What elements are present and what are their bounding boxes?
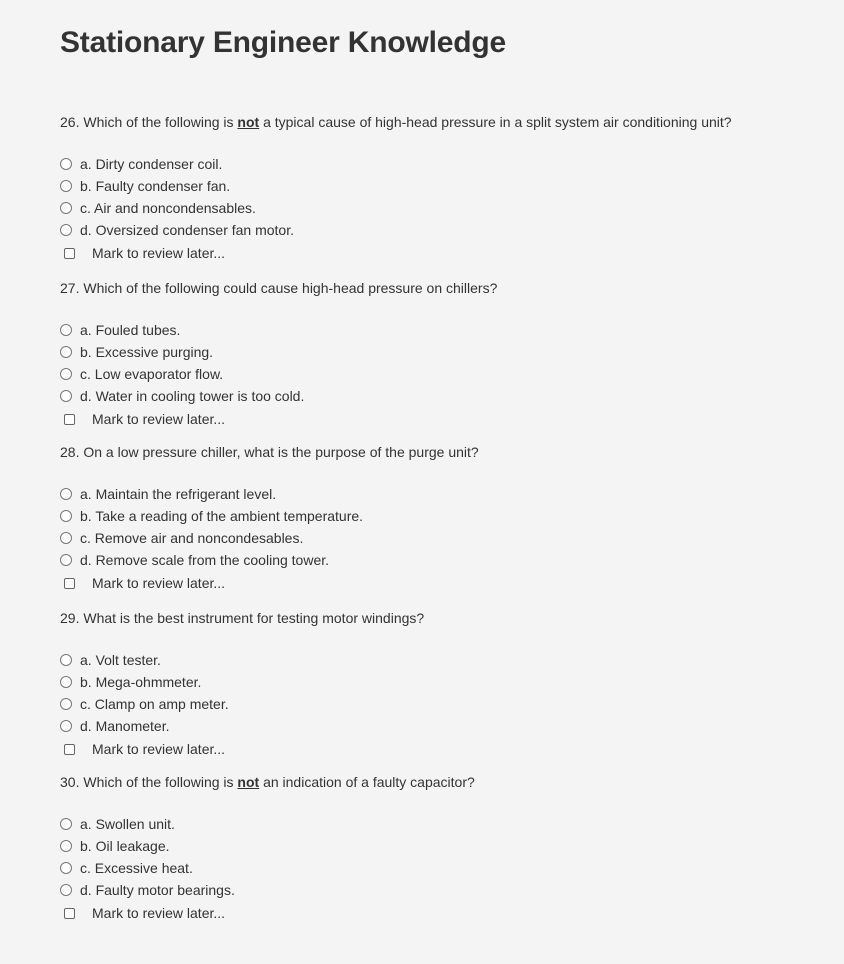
review-label: Mark to review later...	[92, 741, 226, 757]
question-text-prefix: 30. Which of the following is	[60, 774, 234, 790]
option-label: d. Remove scale from the cooling tower.	[80, 552, 330, 568]
mark-review-checkbox[interactable]	[60, 901, 820, 925]
answer-option-d[interactable]	[60, 549, 820, 571]
checkbox-icon[interactable]	[64, 578, 75, 589]
answer-options	[60, 319, 820, 431]
answer-options	[60, 649, 820, 761]
radio-button[interactable]	[60, 720, 72, 732]
option-label: b. Oil leakage.	[80, 838, 170, 854]
radio-button[interactable]	[60, 532, 72, 544]
question-29	[60, 609, 820, 761]
answer-option-a[interactable]	[60, 319, 820, 341]
option-label: c. Air and noncondensables.	[80, 200, 256, 216]
radio-button[interactable]	[60, 224, 72, 236]
answer-option-a[interactable]	[60, 813, 820, 835]
mark-review-checkbox[interactable]	[60, 241, 820, 265]
review-label: Mark to review later...	[92, 575, 226, 591]
radio-button[interactable]	[60, 180, 72, 192]
question-text: 29. What is the best instrument for testing motor windings?	[60, 610, 425, 626]
radio-button[interactable]	[60, 554, 72, 566]
answer-option-c[interactable]	[60, 527, 820, 549]
answer-option-b[interactable]	[60, 505, 820, 527]
checkbox-icon[interactable]	[64, 248, 75, 259]
radio-button[interactable]	[60, 488, 72, 500]
radio-button[interactable]	[60, 676, 72, 688]
question-30	[60, 773, 820, 925]
option-label: c. Remove air and noncondesables.	[80, 530, 304, 546]
answer-option-a[interactable]	[60, 483, 820, 505]
option-label: d. Oversized condenser fan motor.	[80, 222, 294, 238]
question-text: 27. Which of the following could cause high-head pressure on chillers?	[60, 280, 498, 296]
answer-option-d[interactable]	[60, 715, 820, 737]
answer-option-b[interactable]	[60, 671, 820, 693]
mark-review-checkbox[interactable]	[60, 407, 820, 431]
option-label: c. Clamp on amp meter.	[80, 696, 229, 712]
radio-button[interactable]	[60, 884, 72, 896]
option-label: d. Manometer.	[80, 718, 170, 734]
answer-options	[60, 153, 820, 265]
radio-button[interactable]	[60, 840, 72, 852]
checkbox-icon[interactable]	[64, 744, 75, 755]
radio-button[interactable]	[60, 510, 72, 522]
mark-review-checkbox[interactable]	[60, 737, 820, 761]
checkbox-icon[interactable]	[64, 908, 75, 919]
question-text-suffix: a typical cause of high-head pressure in a split system air conditioning unit?	[263, 114, 732, 130]
radio-button[interactable]	[60, 368, 72, 380]
review-label: Mark to review later...	[92, 411, 226, 427]
review-label: Mark to review later...	[92, 245, 226, 261]
answer-option-a[interactable]	[60, 649, 820, 671]
question-26	[60, 113, 820, 265]
question-text	[60, 773, 820, 791]
option-label: d. Faulty motor bearings.	[80, 882, 235, 898]
radio-button[interactable]	[60, 698, 72, 710]
mark-review-checkbox[interactable]	[60, 571, 820, 595]
option-label: c. Low evaporator flow.	[80, 366, 224, 382]
option-label: b. Take a reading of the ambient temperature.	[80, 508, 364, 524]
option-label: b. Excessive purging.	[80, 344, 214, 360]
answer-option-b[interactable]	[60, 341, 820, 363]
answer-options	[60, 483, 820, 595]
radio-button[interactable]	[60, 158, 72, 170]
radio-button[interactable]	[60, 202, 72, 214]
answer-options	[60, 813, 820, 925]
question-emphasis: not	[237, 114, 260, 130]
radio-button[interactable]	[60, 390, 72, 402]
question-emphasis: not	[237, 774, 260, 790]
radio-button[interactable]	[60, 862, 72, 874]
question-text	[60, 113, 820, 131]
question-27	[60, 279, 820, 431]
radio-button[interactable]	[60, 818, 72, 830]
question-28	[60, 443, 820, 595]
review-label: Mark to review later...	[92, 905, 226, 921]
answer-option-c[interactable]	[60, 693, 820, 715]
answer-option-d[interactable]	[60, 219, 820, 241]
answer-option-c[interactable]	[60, 197, 820, 219]
answer-option-d[interactable]	[60, 879, 820, 901]
option-label: a. Volt tester.	[80, 652, 161, 668]
answer-option-b[interactable]	[60, 835, 820, 857]
option-label: c. Excessive heat.	[80, 860, 193, 876]
answer-option-c[interactable]	[60, 363, 820, 385]
option-label: a. Maintain the refrigerant level.	[80, 486, 277, 502]
question-text-prefix: 26. Which of the following is	[60, 114, 234, 130]
answer-option-c[interactable]	[60, 857, 820, 879]
radio-button[interactable]	[60, 654, 72, 666]
radio-button[interactable]	[60, 346, 72, 358]
answer-option-a[interactable]	[60, 153, 820, 175]
page-title: Stationary Engineer Knowledge	[60, 26, 506, 59]
option-label: a. Swollen unit.	[80, 816, 175, 832]
option-label: d. Water in cooling tower is too cold.	[80, 388, 305, 404]
answer-option-b[interactable]	[60, 175, 820, 197]
checkbox-icon[interactable]	[64, 414, 75, 425]
question-text: 28. On a low pressure chiller, what is the purpose of the purge unit?	[60, 444, 479, 460]
option-label: b. Faulty condenser fan.	[80, 178, 231, 194]
answer-option-d[interactable]	[60, 385, 820, 407]
option-label: a. Dirty condenser coil.	[80, 156, 223, 172]
option-label: b. Mega-ohmmeter.	[80, 674, 202, 690]
radio-button[interactable]	[60, 324, 72, 336]
option-label: a. Fouled tubes.	[80, 322, 181, 338]
question-text-suffix: an indication of a faulty capacitor?	[263, 774, 475, 790]
